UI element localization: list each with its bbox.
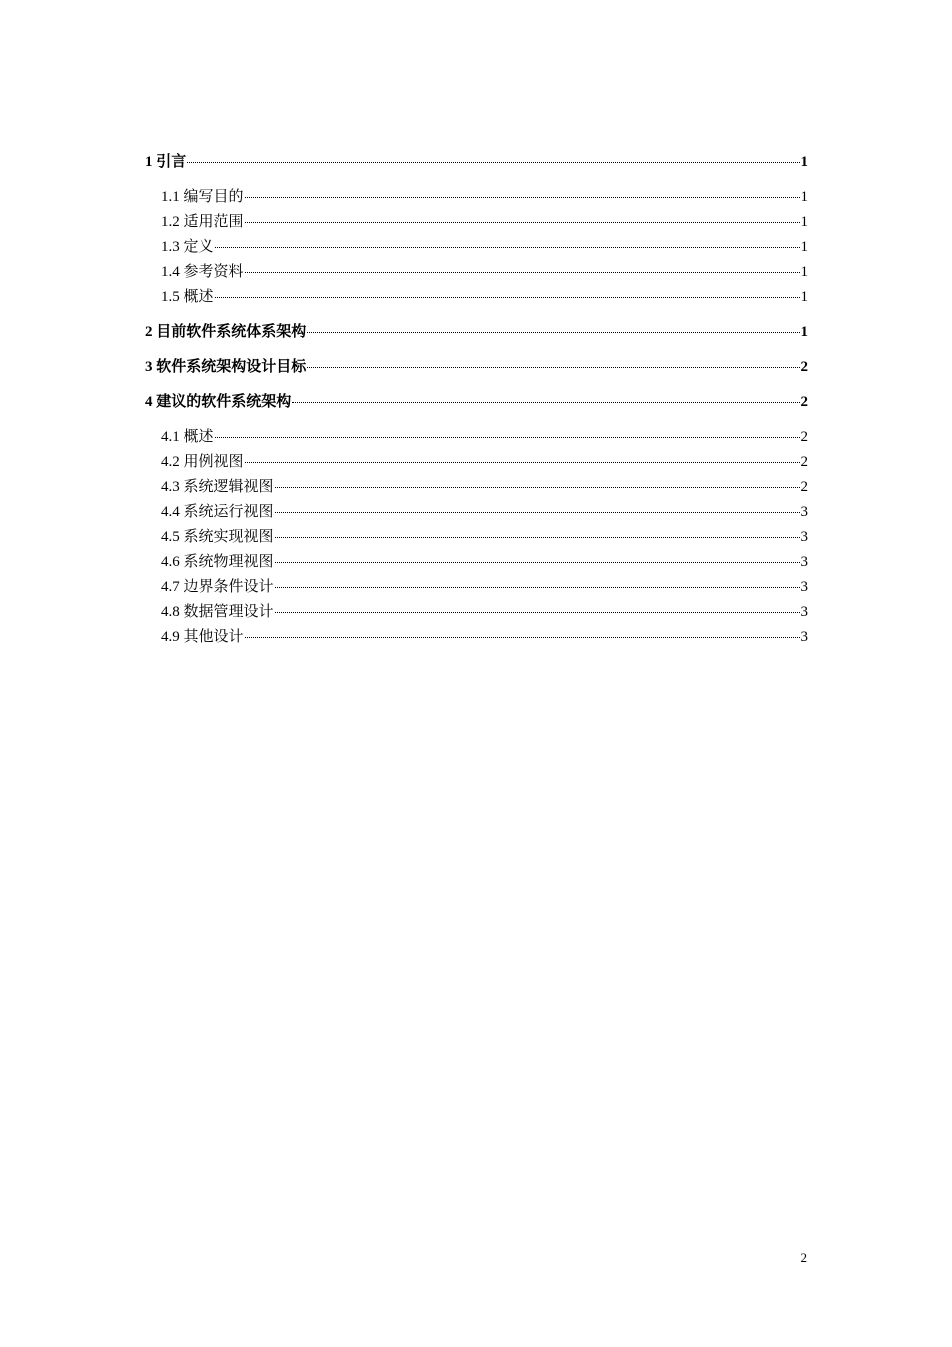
toc-entry-title: 4.6 系统物理视图 [161, 554, 274, 570]
toc-subentry[interactable] [145, 500, 808, 525]
page-number: 2 [800, 1250, 807, 1265]
dot-leader [245, 637, 800, 638]
toc-subentry[interactable] [145, 260, 808, 285]
dot-leader [275, 562, 800, 563]
toc-heading-entry[interactable] [145, 150, 808, 175]
dot-leader [275, 512, 800, 513]
dot-leader [307, 367, 799, 368]
dot-leader [307, 332, 799, 333]
toc-entry-title: 4 建议的软件系统架构 [145, 394, 292, 410]
toc-subentry[interactable] [145, 185, 808, 210]
dot-leader [245, 222, 800, 223]
toc-entry-page-number: 3 [800, 604, 808, 620]
dot-leader [275, 612, 800, 613]
toc-subentry[interactable] [145, 210, 808, 235]
toc-subentry[interactable] [145, 600, 808, 625]
toc-entry-title: 4.4 系统运行视图 [161, 504, 274, 520]
toc-entry-page-number: 1 [800, 189, 808, 205]
toc-entry-title: 1.4 参考资料 [161, 264, 244, 280]
dot-leader [187, 162, 799, 163]
toc-subentry[interactable] [145, 425, 808, 450]
toc-entry-title: 1.3 定义 [161, 239, 214, 255]
toc-subentry[interactable] [145, 450, 808, 475]
toc-subentry[interactable] [145, 285, 808, 310]
dot-leader [245, 462, 800, 463]
toc-entry-title: 4.1 概述 [161, 429, 214, 445]
toc-entry-page-number: 2 [800, 454, 808, 470]
toc-entry-page-number: 1 [800, 154, 808, 170]
toc-entry-page-number: 2 [800, 479, 808, 495]
toc-entry-title: 1.1 编写目的 [161, 189, 244, 205]
toc-heading-entry[interactable] [145, 355, 808, 380]
toc-entry-page-number: 2 [800, 359, 808, 375]
toc-entry-page-number: 2 [800, 394, 808, 410]
toc-entry-page-number: 3 [800, 529, 808, 545]
toc-entry-title: 4.2 用例视图 [161, 454, 244, 470]
toc-subentry[interactable] [145, 525, 808, 550]
toc-subentry[interactable] [145, 550, 808, 575]
dot-leader [215, 247, 800, 248]
toc-subentry[interactable] [145, 235, 808, 260]
toc-entry-page-number: 2 [800, 429, 808, 445]
toc-entry-title: 4.8 数据管理设计 [161, 604, 274, 620]
toc-subentry[interactable] [145, 475, 808, 500]
toc-entry-page-number: 3 [800, 579, 808, 595]
toc-entry-page-number: 3 [800, 629, 808, 645]
dot-leader [275, 487, 800, 488]
dot-leader [275, 537, 800, 538]
toc-entry-page-number: 1 [800, 239, 808, 255]
toc-subentry[interactable] [145, 575, 808, 600]
toc-entry-page-number: 3 [800, 504, 808, 520]
toc-entry-title: 4.7 边界条件设计 [161, 579, 274, 595]
dot-leader [245, 197, 800, 198]
toc-subentry[interactable] [145, 625, 808, 650]
toc-heading-entry[interactable] [145, 320, 808, 345]
toc-entry-title: 4.5 系统实现视图 [161, 529, 274, 545]
toc-entry-page-number: 1 [800, 264, 808, 280]
table-of-contents [145, 150, 808, 650]
toc-entry-title: 1 引言 [145, 154, 187, 170]
toc-entry-page-number: 3 [800, 554, 808, 570]
dot-leader [292, 402, 799, 403]
toc-entry-page-number: 1 [800, 289, 808, 305]
dot-leader [215, 297, 800, 298]
toc-entry-title: 1.2 适用范围 [161, 214, 244, 230]
toc-entry-title: 4.9 其他设计 [161, 629, 244, 645]
dot-leader [275, 587, 800, 588]
dot-leader [215, 437, 800, 438]
toc-entry-page-number: 1 [800, 324, 808, 340]
toc-entry-title: 1.5 概述 [161, 289, 214, 305]
toc-entry-title: 2 目前软件系统体系架构 [145, 324, 307, 340]
toc-entry-page-number: 1 [800, 214, 808, 230]
dot-leader [245, 272, 800, 273]
toc-heading-entry[interactable] [145, 390, 808, 415]
toc-entry-title: 4.3 系统逻辑视图 [161, 479, 274, 495]
toc-entry-title: 3 软件系统架构设计目标 [145, 359, 307, 375]
